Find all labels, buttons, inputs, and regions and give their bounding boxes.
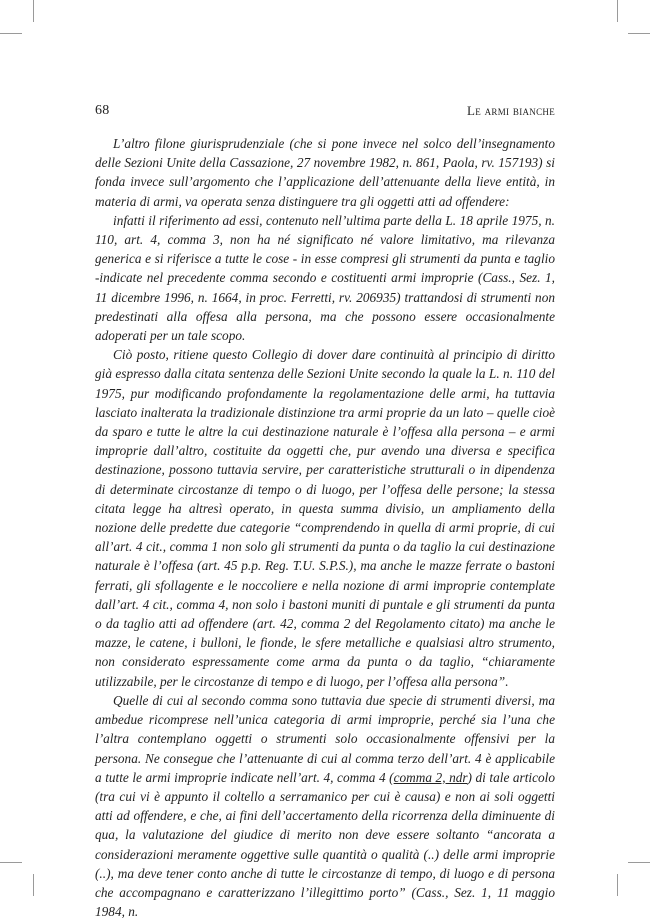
paragraph: [95, 691, 555, 921]
crop-mark: [33, 874, 34, 896]
paragraph-text: ) di tale articolo (tra cui vi è appunto il coltello a serramanico per cui è causa) e non ai soli oggetti atti ad offendere, e che, ai fini dell’accertamento della ricorrenza della diminuente di qua, la valutazione del giudice di merito non deve essere soltanto “ancorata a considerazioni meramente oggettive sulle quantità o qualità (..) delle armi improprie (..), ma deve tener conto anche di tutte le circostanze di tempo, di luogo e di persona che accompagnano e caratterizzano l’illegittimo porto” (Cass., Sez. 1, 11 maggio 1984, n.: [95, 769, 555, 920]
crop-mark: [0, 862, 22, 863]
crop-mark: [33, 0, 34, 22]
page-header: [95, 103, 555, 119]
page-number: 68: [95, 103, 110, 118]
crop-mark: [617, 874, 618, 896]
crop-mark: [628, 33, 650, 34]
editor-note: comma 2, ndr: [393, 769, 468, 785]
paragraph: Ciò posto, ritiene questo Collegio di dover dare continuità al principio di diritto già espresso dalla citata sentenza delle Sezioni Unite secondo la quale la L. n. 110 del 1975, pur modificando profondamente la regolamentazione delle armi, ha tuttavia lasciato inalterata la tradizionale distinzione tra armi proprie da un lato – quelle cioè da sparo e tutte le altre la cui destinazione naturale è l’offesa alla persona – e armi improprie dall’altro, costituite da oggetti che, pur avendo una diversa e specifica destinazione, possono tuttavia servire, per caratteristiche strutturali o in dipendenza di determinate circostanze di tempo o di luogo, per l’offesa delle persone; la stessa citata legge ha altresì operato, in questa summa divisio, un ampliamento della nozione delle predette due categorie “comprendendo in quella di armi proprie, di cui all’art. 4 cit., comma 1 non solo gli strumenti da punta o da taglio la cui destinazione naturale è l’offesa (art. 45 p.p. Reg. T.U. S.P.S.), ma anche le mazze ferrate o bastoni ferrati, gli sfollagente e le noccoliere e nella nozione di armi improprie contemplate dall’art. 4 cit., comma 4, non solo i bastoni muniti di puntale e gli strumenti da punta o da taglio atti ad offendere (art. 42, comma 2 del Regolamento citato) ma anche le mazze, le catene, i bulloni, le fionde, le sfere metalliche e qualsiasi altro strumento, non considerato espressamente come arma da punta o da taglio, “chiaramente utilizzabile, per le circostanze di tempo e di luogo, per l’offesa alla persona”.: [95, 347, 555, 689]
crop-mark: [628, 862, 650, 863]
page-body: [95, 134, 555, 921]
crop-mark: [617, 0, 618, 22]
crop-mark: [0, 33, 22, 34]
running-title: Le armi bianche: [467, 103, 555, 118]
paragraph: infatti il riferimento ad essi, contenuto nell’ultima parte della L. 18 aprile 1975, n. 110, art. 4, comma 3, non ha né significato né valore limitativo, ma rilevanza generica e si riferisce a tutte le cose - in esse compresi gli strumenti da punta e taglio -indicate nel precedente comma secondo e costituenti armi improprie (Cass., Sez. 1, 11 dicembre 1996, n. 1664, in proc. Ferretti, rv. 206935) trattandosi di strumenti non predestinati alla offesa alla persona, ma che possono essere occasionalmente adoperati per un tale scopo.: [95, 212, 555, 344]
paragraph: L’altro filone giurisprudenziale (che si pone invece nel solco dell’insegnamento delle Sezioni Unite della Cassazione, 27 novembre 1982, n. 861, Paola, rv. 157193) si fonda invece sull’argomento che l’applicazione dell’attenuante della lieve entità, in materia di armi, va operata senza distinguere tra gli oggetti atti ad offendere:: [95, 136, 555, 209]
paragraph-text: Quelle di cui al secondo comma sono tuttavia due specie di strumenti diversi, ma ambedue ricomprese nell’unica categoria di armi improprie, perché sia l’una che l’altra contemplano oggetti o strumenti solo occasionalmente offensivi per la persona. Ne consegue che l’attenuante di cui al comma terzo dell’art. 4 è applicabile a tutte le armi improprie indicate nell’art. 4, comma 4 (: [95, 692, 555, 785]
